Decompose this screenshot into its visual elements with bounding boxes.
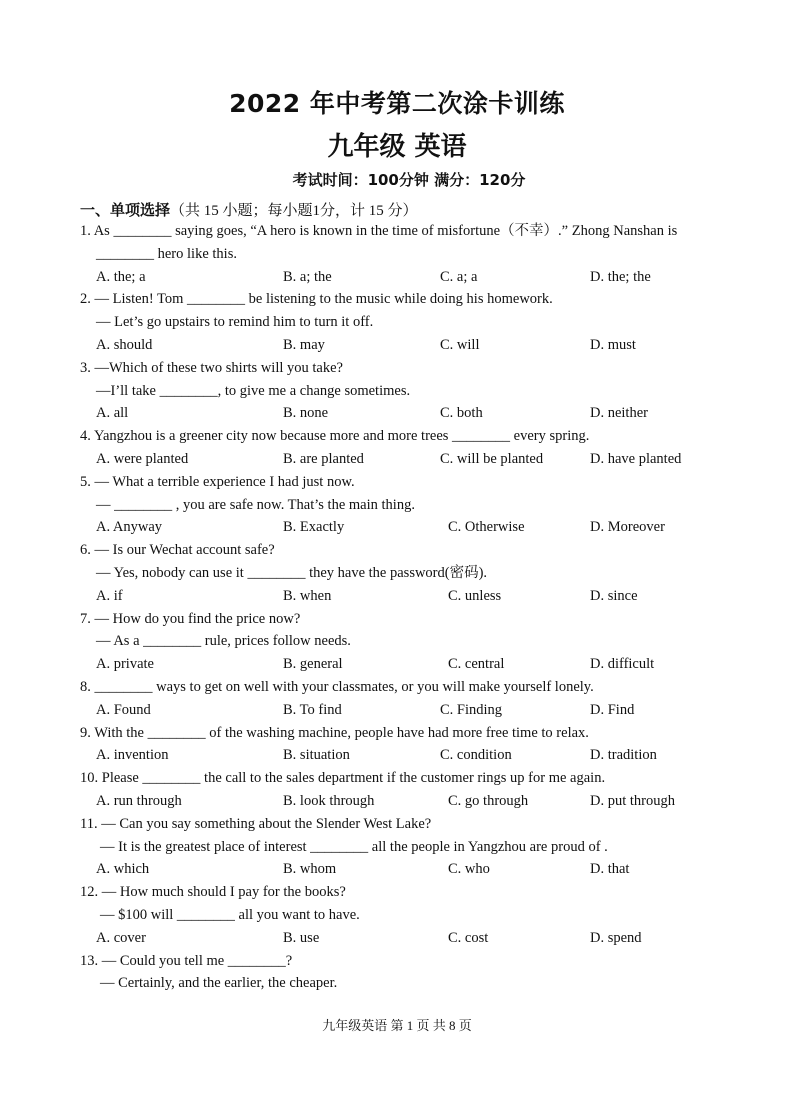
question-stem: 10. Please ________ the call to the sales department if the customer rings up for me again. (80, 770, 606, 787)
option-a[interactable]: A. which (96, 861, 150, 878)
question-line: — It is the greatest place of interest ________ all the people in Yangzhou are proud of . (100, 838, 608, 855)
option-b[interactable]: B. may (283, 337, 325, 353)
options-row (0, 585, 794, 607)
option-b[interactable]: B. whom (283, 861, 337, 878)
question-stem: 9. With the ________ of the washing machine, people have had more free time to relax. (80, 724, 589, 741)
option-c[interactable]: C. unless (448, 587, 502, 604)
options-row (0, 653, 794, 675)
question-stem: 5. — What a terrible experience I had just now. (80, 473, 355, 490)
question-stem: 3. —Which of these two shirts will you take? (80, 359, 343, 376)
question-stem: 8. ________ ways to get on well with your classmates, or you will make yourself lonely. (80, 679, 594, 695)
section-heading (80, 199, 418, 220)
option-a[interactable]: A. the; a (96, 268, 146, 285)
page-footer: 九年级英语 第 1 页 共 8 页 (322, 1018, 472, 1033)
question-stem: 6. — Is our Wechat account safe? (80, 542, 275, 559)
option-d[interactable]: D. tradition (590, 747, 657, 764)
question-line: — ________ , you are safe now. That’s the main thing. (96, 496, 415, 513)
option-a[interactable]: A. if (96, 587, 123, 604)
option-a[interactable]: A. were planted (96, 451, 189, 467)
option-a[interactable]: A. should (96, 337, 153, 353)
question-stem: 11. — Can you say something about the Slender West Lake? (80, 815, 432, 832)
option-c[interactable]: C. go through (448, 793, 529, 809)
option-a[interactable]: A. Found (96, 701, 151, 718)
option-b[interactable]: B. when (283, 587, 332, 604)
option-c[interactable]: C. both (440, 405, 483, 422)
question-line: — Let’s go upstairs to remind him to turn it off. (96, 314, 374, 331)
options-row (0, 266, 794, 288)
question-line: ________ hero like this. (96, 245, 237, 262)
option-b[interactable]: B. look through (283, 793, 375, 809)
option-c[interactable]: C. cost (448, 929, 489, 946)
question-stem: 2. — Listen! Tom ________ be listening to the music while doing his homework. (80, 291, 553, 308)
question-line: — $100 will ________ all you want to have. (100, 907, 360, 923)
grade-subject-title: 九年级 英语 (327, 132, 467, 162)
question-stem: 12. — How much should I pay for the books? (80, 884, 346, 901)
option-a[interactable]: A. cover (96, 929, 146, 946)
option-b[interactable]: B. none (283, 405, 329, 422)
options-row (0, 858, 794, 880)
option-d[interactable]: D. the; the (590, 268, 651, 285)
question-stem: 4. Yangzhou is a greener city now because more and more trees ________ every spring. (80, 428, 590, 445)
option-c[interactable]: C. a; a (440, 268, 478, 285)
option-a[interactable]: A. Anyway (96, 519, 163, 536)
section-title: 一、单项选择 (80, 201, 171, 219)
option-d[interactable]: D. spend (590, 929, 642, 946)
option-c[interactable]: C. will (440, 337, 480, 353)
option-a[interactable]: A. invention (96, 747, 169, 764)
option-d[interactable]: D. Moreover (590, 519, 665, 536)
option-d[interactable]: D. since (590, 587, 638, 604)
options-row (0, 927, 794, 949)
option-c[interactable]: C. condition (440, 747, 512, 764)
option-c[interactable]: C. central (448, 656, 505, 673)
option-b[interactable]: B. Exactly (283, 519, 345, 536)
option-b[interactable]: B. general (283, 656, 343, 673)
option-b[interactable]: B. use (283, 929, 320, 946)
options-row (0, 448, 794, 470)
option-c[interactable]: C. who (448, 861, 490, 878)
option-a[interactable]: A. run through (96, 793, 182, 809)
option-b[interactable]: B. To find (283, 701, 342, 718)
option-d[interactable]: D. that (590, 861, 630, 878)
option-a[interactable]: A. private (96, 656, 154, 673)
options-row (0, 699, 794, 721)
option-d[interactable]: D. difficult (590, 656, 655, 673)
option-b[interactable]: B. are planted (283, 451, 364, 467)
options-row (0, 516, 794, 538)
exam-info: 考试时间：100分钟 满分：120分 (292, 171, 526, 189)
option-d[interactable]: D. Find (590, 701, 635, 718)
option-d[interactable]: D. have planted (590, 451, 682, 467)
page-title: 2022 年中考第二次涂卡训练 (229, 89, 565, 118)
option-d[interactable]: D. neither (590, 405, 648, 422)
question-line: —I’ll take ________, to give me a change sometimes. (96, 382, 411, 399)
question-line: — As a ________ rule, prices follow needs. (96, 633, 351, 650)
options-row (0, 402, 794, 424)
option-b[interactable]: B. a; the (283, 268, 332, 285)
option-c[interactable]: C. will be planted (440, 451, 544, 467)
question-line: — Certainly, and the earlier, the cheaper. (100, 975, 338, 992)
option-d[interactable]: D. must (590, 337, 636, 353)
question-stem: 13. — Could you tell me ________? (80, 952, 293, 969)
question-stem: 1. As ________ saying goes, “A hero is known in the time of misfortune（不幸）.” Zhong Nanshan is (80, 223, 678, 239)
options-row (0, 744, 794, 766)
options-row (0, 334, 794, 356)
options-row (0, 790, 794, 812)
option-a[interactable]: A. all (96, 405, 129, 422)
section-note: （共 15 小题；每小题1分，计 15 分） (170, 203, 418, 219)
question-stem: 7. — How do you find the price now? (80, 610, 301, 627)
option-d[interactable]: D. put through (590, 793, 675, 809)
option-c[interactable]: C. Finding (440, 701, 503, 718)
option-c[interactable]: C. Otherwise (448, 519, 525, 536)
option-b[interactable]: B. situation (283, 747, 350, 764)
question-line: — Yes, nobody can use it ________ they have the password(密码). (96, 565, 488, 581)
